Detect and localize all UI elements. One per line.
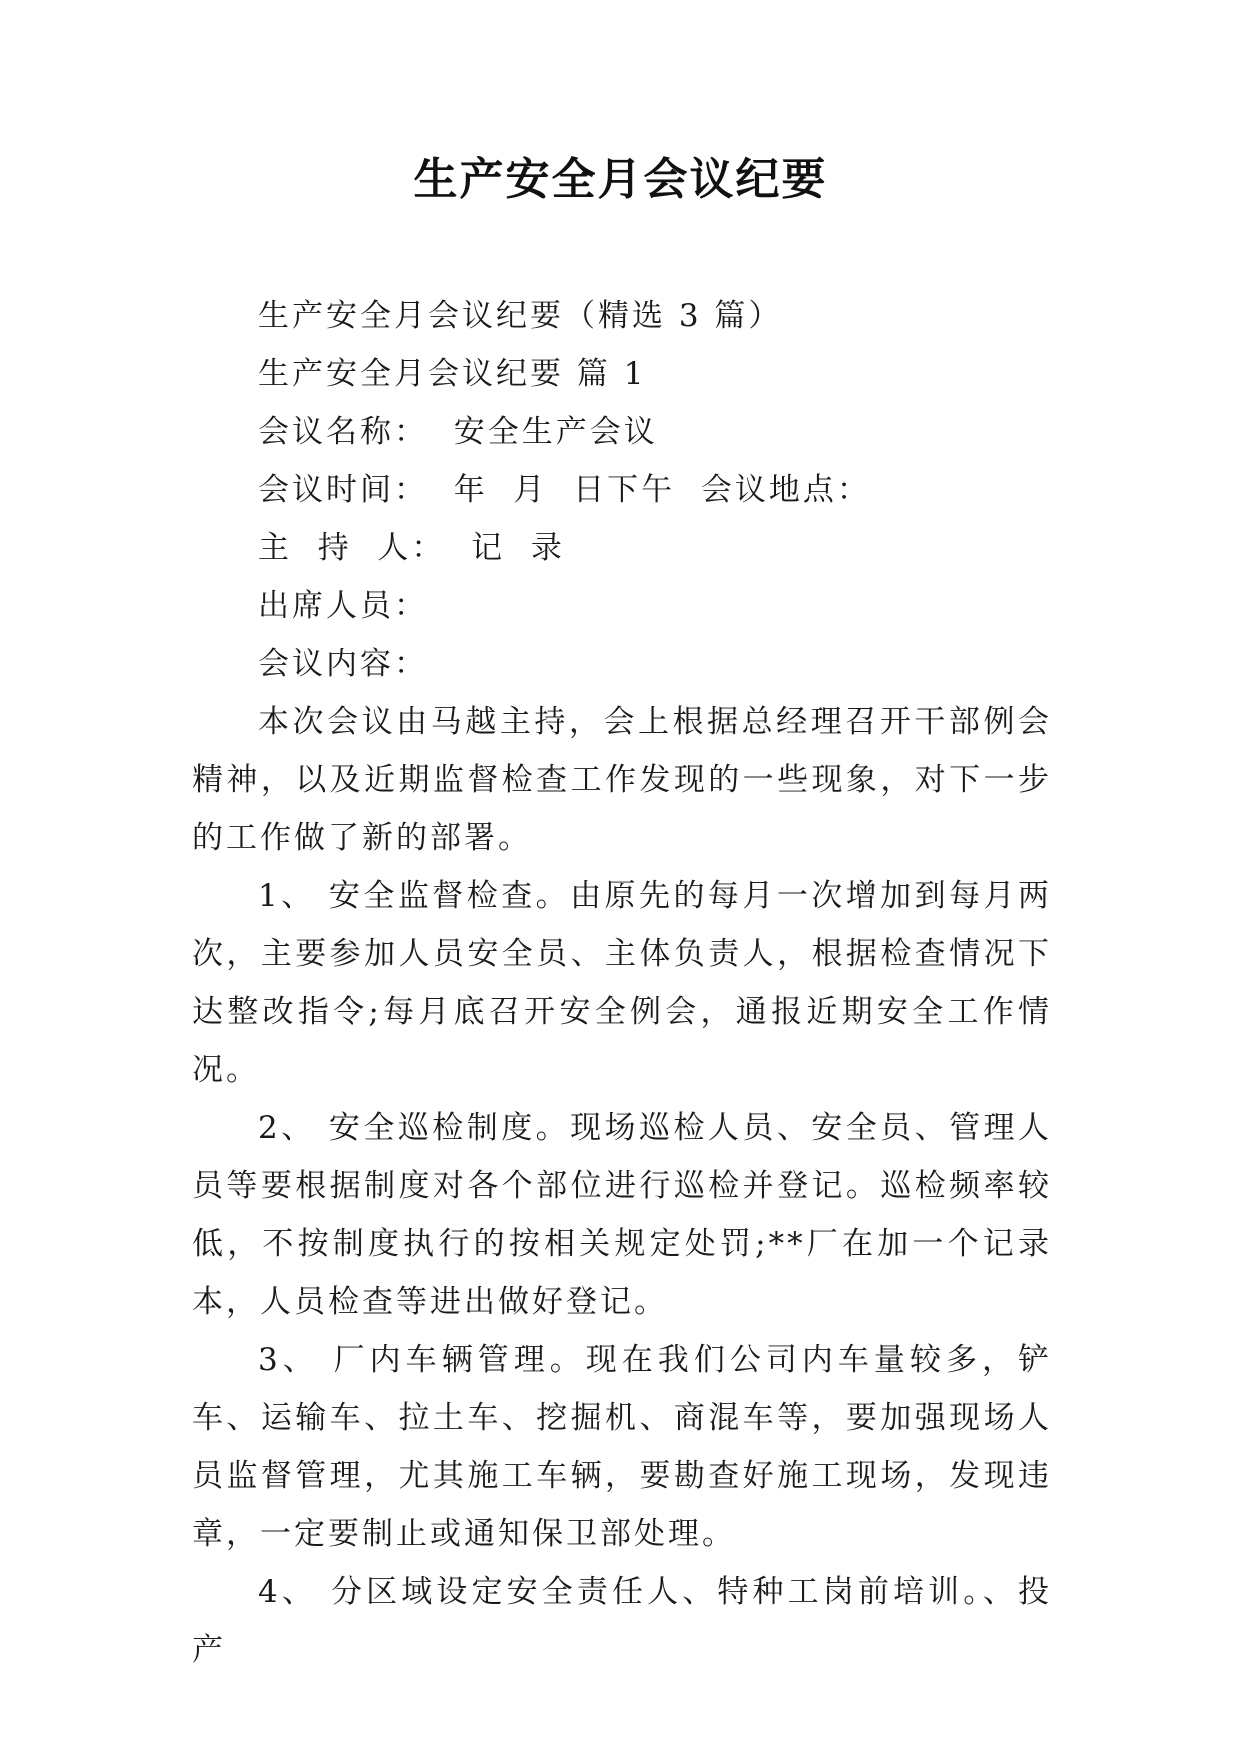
paragraph-intro: 本次会议由马越主持，会上根据总经理召开干部例会精神，以及近期监督检查工作发现的一些现象，对下一步的工作做了新的部署。	[192, 704, 1052, 856]
field-content: 会议内容：	[258, 646, 428, 682]
paragraph-item-3: 3、 厂内车辆管理。现在我们公司内车量较多，铲车、运输车、拉土车、挖掘机、商混车等，要加强现场人员监督管理，尤其施工车辆，要勘查好施工现场，发现违章，一定要制止或通知保卫部处理。	[192, 1342, 1052, 1552]
section-heading: 生产安全月会议纪要 篇 1	[258, 356, 647, 392]
paragraph-item-2: 2、 安全巡检制度。现场巡检人员、安全员、管理人员等要根据制度对各个部位进行巡检并登记。巡检频率较低，不按制度执行的按相关规定处罚;**厂在加一个记录本，人员检查等进出做好登记。	[192, 1110, 1052, 1320]
field-attendees: 出席人员：	[258, 588, 428, 624]
paragraph-item-4: 4、 分区域设定安全责任人、特种工岗前培训。、投产	[192, 1574, 1052, 1668]
field-meeting-time: 会议时间： 年 月 日下午 会议地点：	[258, 472, 871, 508]
paragraph-item-1: 1、 安全监督检查。由原先的每月一次增加到每月两次，主要参加人员安全员、主体负责人，根据检查情况下达整改指令;每月底召开安全例会，通报近期安全工作情况。	[192, 878, 1052, 1088]
field-host: 主 持 人： 记 录	[258, 530, 565, 566]
field-meeting-name: 会议名称： 安全生产会议	[258, 414, 658, 450]
document-body	[192, 287, 1052, 1679]
document-subtitle: 生产安全月会议纪要（精选 3 篇）	[258, 298, 783, 334]
document-title: 生产安全月会议纪要	[413, 154, 828, 205]
